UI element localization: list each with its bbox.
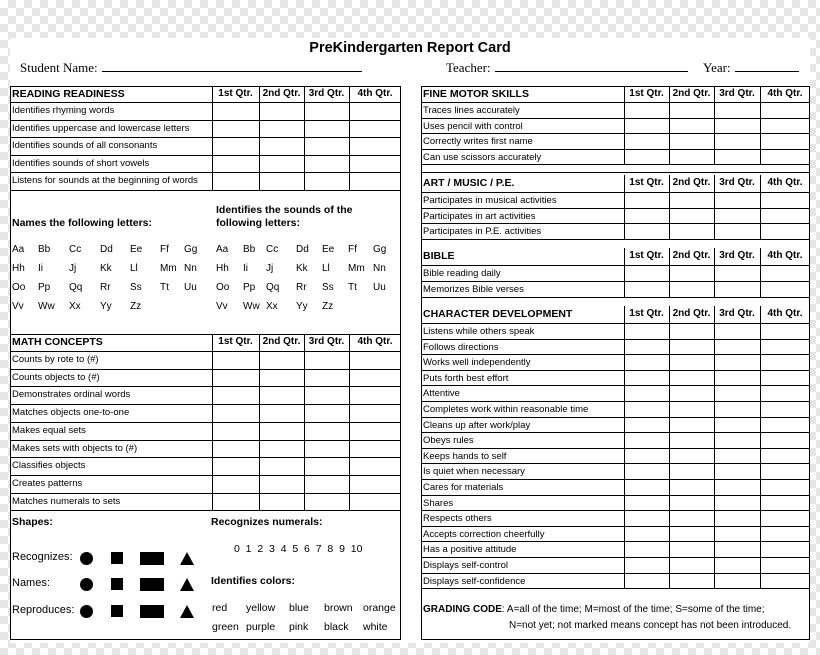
bible-qtr-3: 3rd Qtr.: [719, 250, 755, 261]
bible-qtr-4: 4th Qtr.: [767, 250, 803, 261]
color-name: yellow: [246, 602, 276, 614]
fine-motor-col-rule: [669, 86, 670, 164]
reading-bottom-rule: [10, 190, 401, 191]
name-letter: Qq: [69, 282, 83, 293]
bible-header-rule: [421, 265, 810, 266]
character-row-rule: [421, 448, 810, 449]
bible-item: Bible reading daily: [423, 268, 501, 279]
grading-code-text-1: : A=all of the time; M=most of the time; S=some of the time;: [501, 604, 765, 615]
bible-qtr-1: 1st Qtr.: [629, 250, 664, 261]
reading-item: Listens for sounds at the beginning of words: [12, 175, 198, 187]
triangle-icon: [180, 605, 194, 618]
fine-motor-qtr-4: 4th Qtr.: [767, 88, 803, 99]
bible-row-rule: [421, 281, 810, 282]
character-row-rule: [421, 541, 810, 542]
student-name-field: [20, 60, 362, 76]
art-item: Participates in art activities: [423, 210, 536, 222]
math-header-rule: [10, 351, 401, 352]
sound-letter: Ff: [348, 244, 357, 255]
math-row-rule: [10, 386, 401, 387]
name-letter: Aa: [12, 244, 25, 255]
sound-letter: Hh: [216, 263, 229, 274]
art-col-rule: [760, 175, 761, 239]
art-qtr-4: 4th Qtr.: [767, 177, 803, 188]
square-icon: [111, 605, 123, 617]
math-row-rule: [10, 369, 401, 370]
art-bottom-rule: [421, 239, 810, 240]
reading-col-rule: [349, 86, 350, 190]
character-bottom-rule: [421, 588, 810, 589]
sound-letter: Cc: [266, 244, 279, 255]
character-row-rule: [421, 463, 810, 464]
reading-row-rule: [10, 155, 401, 156]
sound-letter: Qq: [266, 282, 280, 293]
name-letter: Ww: [38, 301, 55, 312]
sounds-letters-title-2: following letters:: [216, 217, 300, 229]
character-row-rule: [421, 385, 810, 386]
sound-letter: Bb: [243, 244, 256, 255]
fine-motor-item: Can use scissors accurately: [423, 151, 542, 163]
character-title: CHARACTER DEVELOPMENT: [423, 308, 573, 320]
math-col-rule: [349, 334, 350, 510]
character-row-rule: [421, 354, 810, 355]
name-letter: Nn: [184, 263, 197, 274]
reading-item: Identifies rhyming words: [12, 105, 115, 116]
fine-motor-bottom-rule: [421, 164, 810, 165]
name-letter: Tt: [160, 282, 169, 293]
art-row-rule: [421, 223, 810, 224]
math-item: Classifies objects: [12, 460, 86, 472]
bible-col-rule: [624, 248, 625, 297]
reading-item: Identifies sounds of short vowels: [12, 157, 150, 169]
character-col-rule: [760, 306, 761, 588]
art-header-rule: [421, 192, 810, 193]
math-item: Counts by rote to (#): [12, 354, 99, 365]
sound-letter: Pp: [243, 282, 256, 293]
circle-icon: [80, 578, 93, 591]
reading-row-rule: [10, 120, 401, 121]
square-icon: [111, 552, 123, 564]
reading-qtr-3: 3rd Qtr.: [308, 88, 345, 99]
math-title: MATH CONCEPTS: [12, 336, 103, 348]
math-bottom-rule: [10, 510, 401, 511]
math-item: Counts objects to (#): [12, 371, 100, 383]
character-item: Respects others: [423, 513, 492, 525]
color-name: brown: [324, 602, 353, 614]
character-item: Obeys rules: [423, 435, 474, 447]
triangle-icon: [180, 578, 194, 591]
math-qtr-1: 1st Qtr.: [218, 336, 253, 347]
sound-letter: Rr: [296, 282, 307, 293]
character-row-rule: [421, 526, 810, 527]
reading-item: Identifies uppercase and lowercase letters: [12, 122, 190, 134]
name-letter: Xx: [69, 301, 81, 312]
numerals-title: Recognizes numerals:: [211, 516, 323, 528]
character-row-rule: [421, 401, 810, 402]
character-item: Has a positive attitude: [423, 544, 517, 556]
fine-motor-col-rule: [714, 86, 715, 164]
name-letter: Gg: [184, 244, 198, 255]
name-letter: Ii: [38, 263, 43, 274]
page-title: PreKindergarten Report Card: [309, 40, 511, 56]
character-item: Puts forth best effort: [423, 372, 509, 384]
sound-letter: Ee: [322, 244, 335, 255]
character-item: Listens while others speak: [423, 326, 535, 337]
sound-letter: Zz: [322, 301, 334, 312]
reading-row-rule: [10, 172, 401, 173]
name-letter: Bb: [38, 244, 51, 255]
circle-icon: [80, 552, 93, 565]
student-name-blank: [102, 61, 362, 72]
bible-bottom-rule: [421, 297, 810, 298]
letters-bottom-rule: [10, 334, 401, 335]
year-blank: [735, 61, 799, 72]
reading-qtr-1: 1st Qtr.: [218, 88, 253, 99]
math-col-rule: [259, 334, 260, 510]
fine-motor-header-rule: [421, 102, 810, 103]
character-item: Displays self-confidence: [423, 575, 526, 587]
character-item: Keeps hands to self: [423, 450, 507, 462]
reading-item: Identifies sounds of all consonants: [12, 140, 158, 152]
character-qtr-4: 4th Qtr.: [767, 308, 803, 319]
name-letter: Rr: [100, 282, 111, 293]
math-row-rule: [10, 404, 401, 405]
reading-col-rule: [304, 86, 305, 190]
color-name: red: [212, 602, 228, 614]
math-row-rule: [10, 440, 401, 441]
sound-letter: Jj: [266, 263, 274, 274]
colors-title: Identifies colors:: [211, 575, 296, 587]
name-letter: Zz: [130, 301, 142, 312]
math-col-rule: [304, 334, 305, 510]
rectangle-icon: [140, 578, 164, 591]
character-item: Is quiet when necessary: [423, 466, 525, 478]
sounds-letters-title-1: Identifies the sounds of the: [216, 204, 353, 216]
fine-motor-qtr-1: 1st Qtr.: [629, 88, 664, 99]
character-row-rule: [421, 557, 810, 558]
sound-letter: Oo: [216, 282, 230, 293]
reading-header-rule: [10, 102, 401, 103]
color-name: black: [324, 621, 349, 633]
math-item: Matches objects one-to-one: [12, 407, 130, 419]
character-item: Attentive: [423, 388, 460, 400]
reading-qtr-2: 2nd Qtr.: [262, 88, 301, 99]
fine-motor-qtr-3: 3rd Qtr.: [719, 88, 755, 99]
character-item: Cleans up after work/play: [423, 419, 531, 431]
character-row-rule: [421, 495, 810, 496]
character-row-rule: [421, 370, 810, 371]
color-name: orange: [363, 602, 396, 614]
character-row-rule: [421, 573, 810, 574]
character-col-rule: [714, 306, 715, 588]
color-name: blue: [289, 602, 309, 614]
character-row-rule: [421, 339, 810, 340]
color-name: white: [363, 621, 388, 633]
art-col-rule: [669, 175, 670, 239]
color-name: pink: [289, 621, 309, 633]
shapes-title: Shapes:: [12, 516, 53, 528]
shape-row-label: Reproduces:: [12, 604, 75, 616]
bible-col-rule: [760, 248, 761, 297]
name-letter: Vv: [12, 301, 24, 312]
character-col-rule: [669, 306, 670, 588]
name-letter: Kk: [100, 263, 112, 274]
student-name-label: Student Name:: [20, 60, 98, 75]
character-header-rule: [421, 323, 810, 324]
sound-letter: Dd: [296, 244, 309, 255]
names-letters-title: Names the following letters:: [12, 217, 153, 229]
fine-motor-col-rule: [624, 86, 625, 164]
name-letter: Ff: [160, 244, 169, 255]
character-row-rule: [421, 510, 810, 511]
character-item: Cares for materials: [423, 482, 504, 493]
fine-motor-row-rule: [421, 133, 810, 134]
art-title: ART / MUSIC / P.E.: [423, 177, 515, 189]
character-qtr-1: 1st Qtr.: [629, 308, 664, 319]
math-qtr-2: 2nd Qtr.: [262, 336, 301, 347]
sound-letter: Ww: [243, 301, 260, 312]
math-item: Matches numerals to sets: [12, 495, 121, 507]
reading-title: READING READINESS: [12, 88, 125, 100]
grading-code-line-1: [423, 604, 765, 615]
numerals-list: 0 1 2 3 4 5 6 7 8 9 10: [234, 543, 363, 555]
math-row-rule: [10, 493, 401, 494]
sound-letter: Ss: [322, 282, 334, 293]
sound-letter: Kk: [296, 263, 308, 274]
fine-motor-item: Correctly writes first name: [423, 136, 533, 147]
triangle-icon: [180, 552, 194, 565]
art-qtr-2: 2nd Qtr.: [672, 177, 711, 188]
shape-row-label: Recognizes:: [12, 551, 73, 563]
bible-item: Memorizes Bible verses: [423, 284, 524, 295]
name-letter: Ll: [130, 263, 138, 274]
year-field: [703, 60, 799, 76]
math-item: Demonstrates ordinal words: [12, 389, 131, 401]
reading-row-rule: [10, 137, 401, 138]
circle-icon: [80, 605, 93, 618]
sound-letter: Uu: [373, 282, 386, 293]
sound-letter: Gg: [373, 244, 387, 255]
color-name: green: [212, 621, 239, 633]
name-letter: Yy: [100, 301, 112, 312]
character-qtr-3: 3rd Qtr.: [719, 308, 755, 319]
name-letter: Uu: [184, 282, 197, 293]
shape-row-label: Names:: [12, 577, 50, 589]
character-qtr-2: 2nd Qtr.: [672, 308, 711, 319]
name-letter: Cc: [69, 244, 82, 255]
sound-letter: Vv: [216, 301, 228, 312]
art-qtr-3: 3rd Qtr.: [719, 177, 755, 188]
grading-code-label: GRADING CODE: [423, 604, 502, 615]
fine-motor-gap-rule: [421, 172, 810, 173]
math-row-rule: [10, 475, 401, 476]
sound-letter: Tt: [348, 282, 357, 293]
fine-motor-item: Traces lines accurately: [423, 105, 520, 116]
character-row-rule: [421, 479, 810, 480]
sound-letter: Ll: [322, 263, 330, 274]
sound-letter: Yy: [296, 301, 308, 312]
name-letter: Ss: [130, 282, 142, 293]
math-item: Makes equal sets: [12, 424, 86, 436]
teacher-blank: [495, 61, 688, 72]
reading-col-rule: [212, 86, 213, 190]
sound-letter: Nn: [373, 263, 386, 274]
art-qtr-1: 1st Qtr.: [629, 177, 664, 188]
math-col-rule: [212, 334, 213, 510]
bible-qtr-2: 2nd Qtr.: [672, 250, 711, 261]
sound-letter: Ii: [243, 263, 248, 274]
fine-motor-row-rule: [421, 118, 810, 119]
bible-col-rule: [714, 248, 715, 297]
character-row-rule: [421, 432, 810, 433]
math-qtr-4: 4th Qtr.: [357, 336, 393, 347]
name-letter: Ee: [130, 244, 143, 255]
rectangle-icon: [140, 552, 164, 565]
fine-motor-row-rule: [421, 149, 810, 150]
art-row-rule: [421, 208, 810, 209]
reading-col-rule: [259, 86, 260, 190]
character-col-rule: [624, 306, 625, 588]
art-col-rule: [714, 175, 715, 239]
teacher-field: [446, 60, 688, 76]
name-letter: Jj: [69, 263, 77, 274]
character-item: Accepts correction cheerfully: [423, 528, 545, 540]
character-item: Shares: [423, 497, 454, 509]
math-row-rule: [10, 457, 401, 458]
name-letter: Mm: [160, 263, 177, 274]
teacher-label: Teacher:: [446, 60, 491, 75]
math-row-rule: [10, 422, 401, 423]
fine-motor-item: Uses pencil with control: [423, 120, 523, 132]
fine-motor-col-rule: [760, 86, 761, 164]
fine-motor-qtr-2: 2nd Qtr.: [672, 88, 711, 99]
name-letter: Dd: [100, 244, 113, 255]
year-label: Year:: [703, 60, 731, 75]
rectangle-icon: [140, 605, 164, 618]
color-name: purple: [246, 621, 276, 633]
math-item: Creates patterns: [12, 477, 83, 489]
sound-letter: Xx: [266, 301, 278, 312]
math-item: Makes sets with objects to (#): [12, 442, 138, 454]
sound-letter: Mm: [348, 263, 365, 274]
reading-qtr-4: 4th Qtr.: [357, 88, 393, 99]
math-qtr-3: 3rd Qtr.: [308, 336, 345, 347]
bible-col-rule: [669, 248, 670, 297]
character-row-rule: [421, 417, 810, 418]
character-item: Works well independently: [423, 357, 531, 369]
character-item: Follows directions: [423, 341, 499, 353]
art-col-rule: [624, 175, 625, 239]
bible-title: BIBLE: [423, 250, 455, 262]
art-item: Participates in P.E. activities: [423, 226, 542, 237]
sound-letter: Aa: [216, 244, 229, 255]
fine-motor-title: FINE MOTOR SKILLS: [423, 88, 529, 100]
character-item: Displays self-control: [423, 560, 508, 571]
name-letter: Oo: [12, 282, 26, 293]
grading-code-line-2: N=not yet; not marked means concept has not been introduced.: [509, 620, 792, 631]
art-item: Participates in musical activities: [423, 195, 557, 206]
name-letter: Hh: [12, 263, 25, 274]
character-item: Completes work within reasonable time: [423, 404, 589, 415]
name-letter: Pp: [38, 282, 51, 293]
square-icon: [111, 578, 123, 590]
